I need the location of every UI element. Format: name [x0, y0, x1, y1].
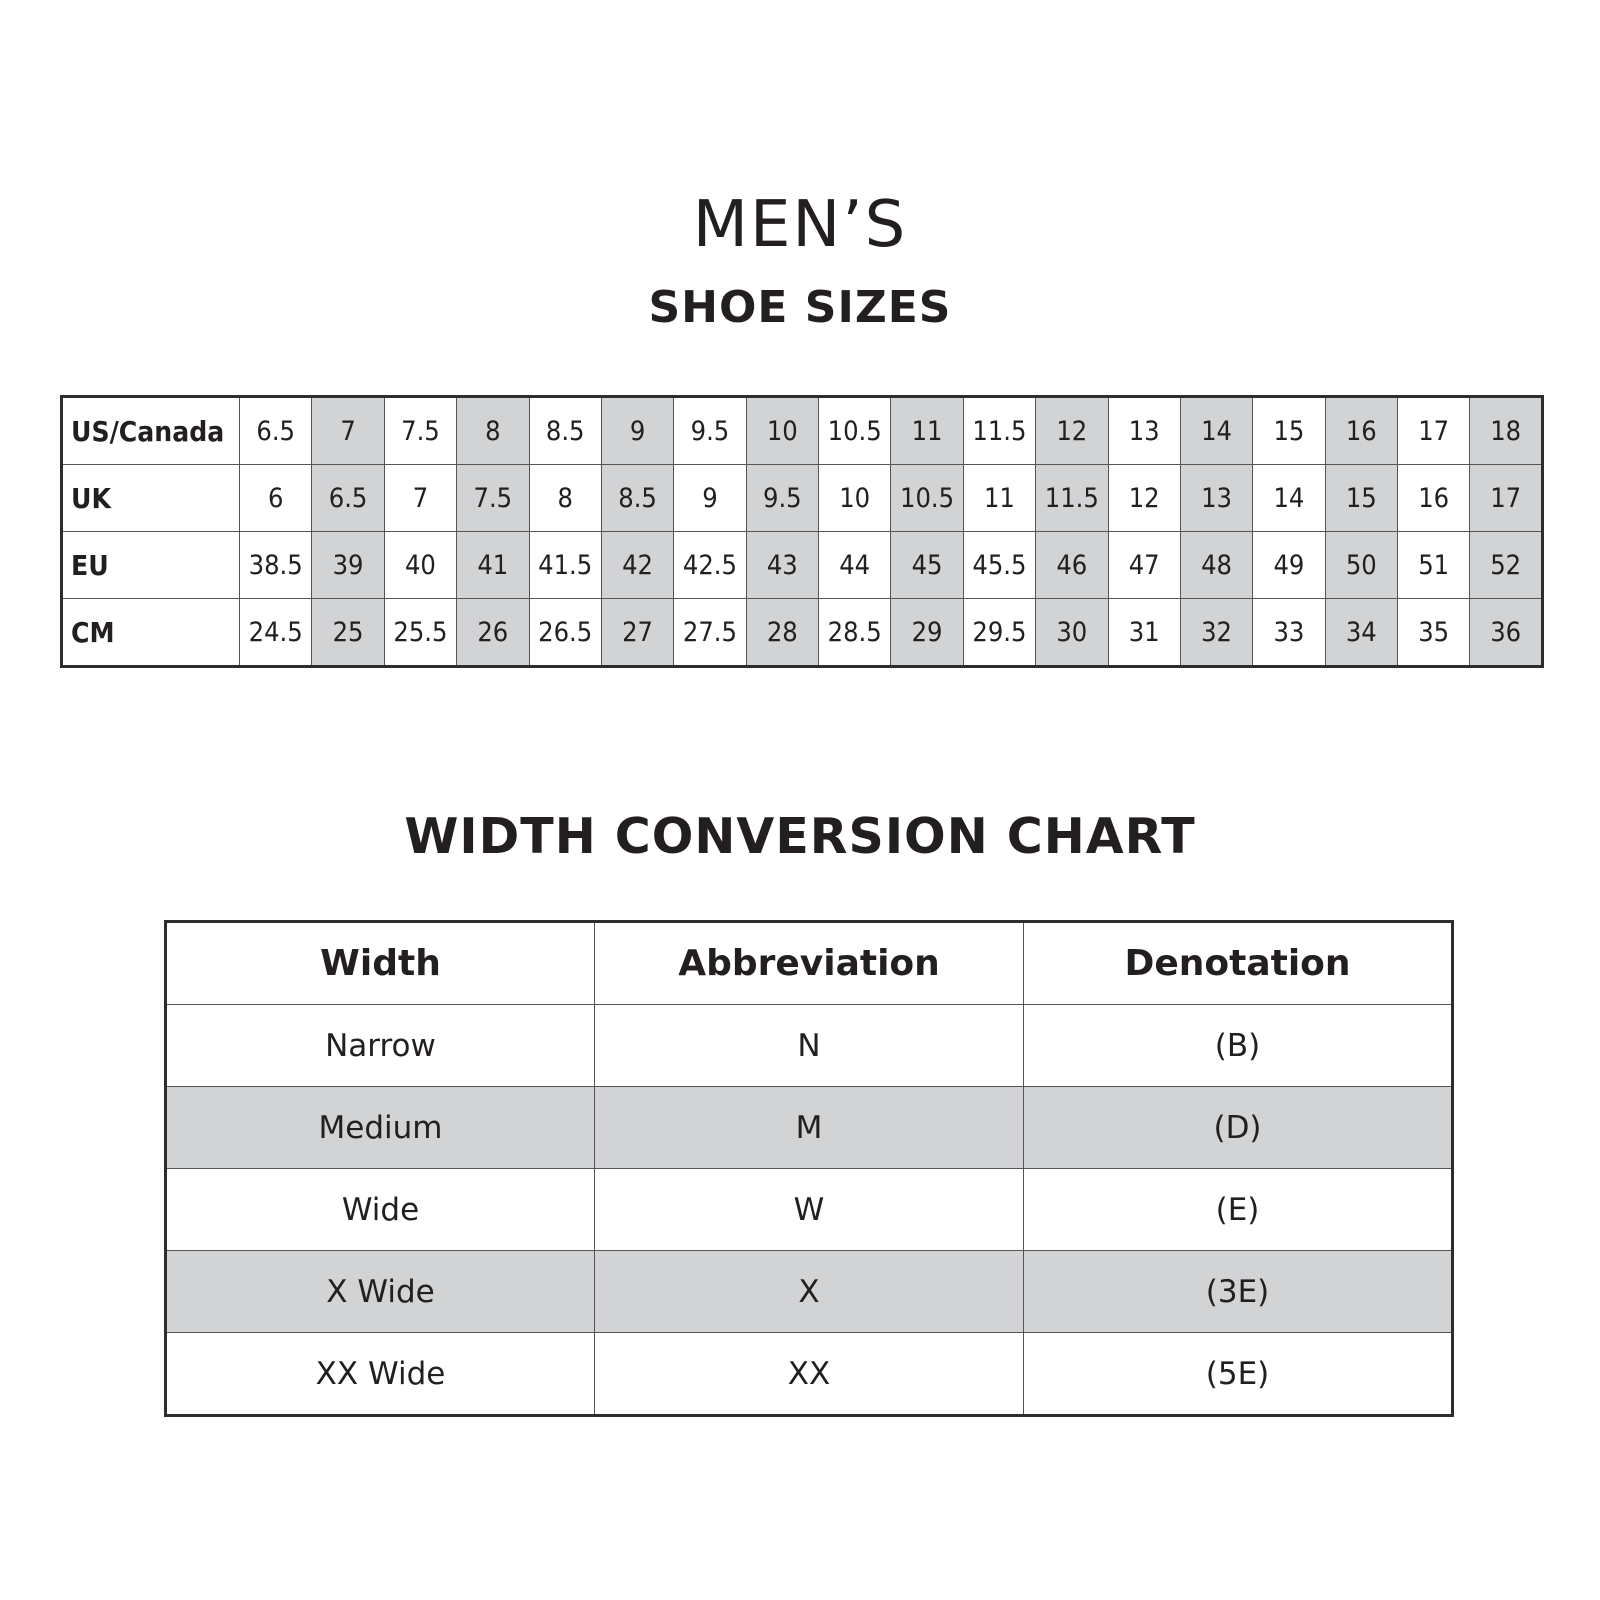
size-cell: 27 [601, 599, 673, 667]
width-table-row [166, 1169, 1453, 1251]
size-cell: 50 [1325, 532, 1397, 599]
size-cell: 14 [1253, 465, 1325, 532]
width-chart-title: WIDTH CONVERSION CHART [404, 808, 1196, 865]
size-cell: 42.5 [674, 532, 746, 599]
size-cell: 39 [312, 532, 384, 599]
size-cell: 41.5 [529, 532, 601, 599]
size-table-row [62, 599, 1543, 667]
size-cell: 35 [1398, 599, 1470, 667]
size-row-label: UK [62, 465, 240, 532]
size-cell: 31 [1108, 599, 1180, 667]
size-cell: 52 [1470, 532, 1543, 599]
size-cell: 24.5 [240, 599, 312, 667]
size-cell: 45 [891, 532, 963, 599]
size-cell: 9.5 [674, 397, 746, 465]
size-cell: 51 [1398, 532, 1470, 599]
size-cell: 10 [746, 397, 818, 465]
size-cell: 11.5 [963, 397, 1035, 465]
size-cell: 16 [1325, 397, 1397, 465]
width-table-row [166, 1005, 1453, 1087]
size-cell: 6.5 [312, 465, 384, 532]
size-cell: 49 [1253, 532, 1325, 599]
size-cell: 7.5 [384, 397, 456, 465]
size-cell: 12 [1108, 465, 1180, 532]
abbreviation-cell: X [595, 1251, 1024, 1333]
size-cell: 8.5 [601, 465, 673, 532]
width-cell: Narrow [166, 1005, 595, 1087]
size-cell: 11 [891, 397, 963, 465]
size-cell: 7.5 [457, 465, 529, 532]
size-cell: 10.5 [891, 465, 963, 532]
size-row-label: US/Canada [62, 397, 240, 465]
size-cell: 28.5 [819, 599, 891, 667]
width-cell: Medium [166, 1087, 595, 1169]
size-cell: 45.5 [963, 532, 1035, 599]
size-cell: 43 [746, 532, 818, 599]
width-conversion-table [164, 920, 1454, 1417]
width-cell: X Wide [166, 1251, 595, 1333]
abbreviation-cell: N [595, 1005, 1024, 1087]
size-cell: 18 [1470, 397, 1543, 465]
size-cell: 9 [674, 465, 746, 532]
size-cell: 28 [746, 599, 818, 667]
size-cell: 47 [1108, 532, 1180, 599]
size-cell: 7 [312, 397, 384, 465]
size-row-label: CM [62, 599, 240, 667]
abbreviation-cell: M [595, 1087, 1024, 1169]
denotation-cell: (D) [1024, 1087, 1453, 1169]
size-cell: 13 [1108, 397, 1180, 465]
size-row-label: EU [62, 532, 240, 599]
width-header-cell: Width [166, 922, 595, 1005]
page-title: MEN’S [692, 188, 908, 262]
size-cell: 44 [819, 532, 891, 599]
size-cell: 38.5 [240, 532, 312, 599]
size-table-body [62, 397, 1543, 667]
size-cell: 15 [1253, 397, 1325, 465]
size-cell: 9 [601, 397, 673, 465]
size-cell: 33 [1253, 599, 1325, 667]
page-subtitle: SHOE SIZES [648, 282, 952, 333]
size-cell: 30 [1036, 599, 1108, 667]
denotation-header-cell: Denotation [1024, 922, 1453, 1005]
size-cell: 25 [312, 599, 384, 667]
width-table-row [166, 1087, 1453, 1169]
size-cell: 42 [601, 532, 673, 599]
width-table-header-row [166, 922, 1453, 1005]
size-cell: 46 [1036, 532, 1108, 599]
size-conversion-table [60, 395, 1544, 668]
size-cell: 10 [819, 465, 891, 532]
width-cell: Wide [166, 1169, 595, 1251]
size-cell: 40 [384, 532, 456, 599]
width-cell: XX Wide [166, 1333, 595, 1416]
size-table-row [62, 465, 1543, 532]
size-cell: 11 [963, 465, 1035, 532]
size-table-row [62, 397, 1543, 465]
size-table-row [62, 532, 1543, 599]
size-cell: 13 [1180, 465, 1252, 532]
size-cell: 6.5 [240, 397, 312, 465]
size-cell: 6 [240, 465, 312, 532]
size-cell: 36 [1470, 599, 1543, 667]
abbreviation-cell: W [595, 1169, 1024, 1251]
size-cell: 8 [457, 397, 529, 465]
size-cell: 15 [1325, 465, 1397, 532]
size-cell: 11.5 [1036, 465, 1108, 532]
size-cell: 27.5 [674, 599, 746, 667]
size-cell: 16 [1398, 465, 1470, 532]
size-cell: 9.5 [746, 465, 818, 532]
size-cell: 32 [1180, 599, 1252, 667]
size-cell: 17 [1470, 465, 1543, 532]
denotation-cell: (5E) [1024, 1333, 1453, 1416]
size-cell: 14 [1180, 397, 1252, 465]
denotation-cell: (E) [1024, 1169, 1453, 1251]
width-table-body [166, 1005, 1453, 1416]
denotation-cell: (B) [1024, 1005, 1453, 1087]
width-table-row [166, 1251, 1453, 1333]
size-cell: 17 [1398, 397, 1470, 465]
size-cell: 25.5 [384, 599, 456, 667]
size-cell: 8.5 [529, 397, 601, 465]
size-cell: 34 [1325, 599, 1397, 667]
denotation-cell: (3E) [1024, 1251, 1453, 1333]
size-cell: 26.5 [529, 599, 601, 667]
size-cell: 41 [457, 532, 529, 599]
size-cell: 7 [384, 465, 456, 532]
size-cell: 12 [1036, 397, 1108, 465]
width-table-row [166, 1333, 1453, 1416]
size-cell: 29 [891, 599, 963, 667]
size-cell: 26 [457, 599, 529, 667]
size-cell: 8 [529, 465, 601, 532]
size-cell: 29.5 [963, 599, 1035, 667]
abbreviation-header-cell: Abbreviation [595, 922, 1024, 1005]
size-cell: 10.5 [819, 397, 891, 465]
size-cell: 48 [1180, 532, 1252, 599]
abbreviation-cell: XX [595, 1333, 1024, 1416]
